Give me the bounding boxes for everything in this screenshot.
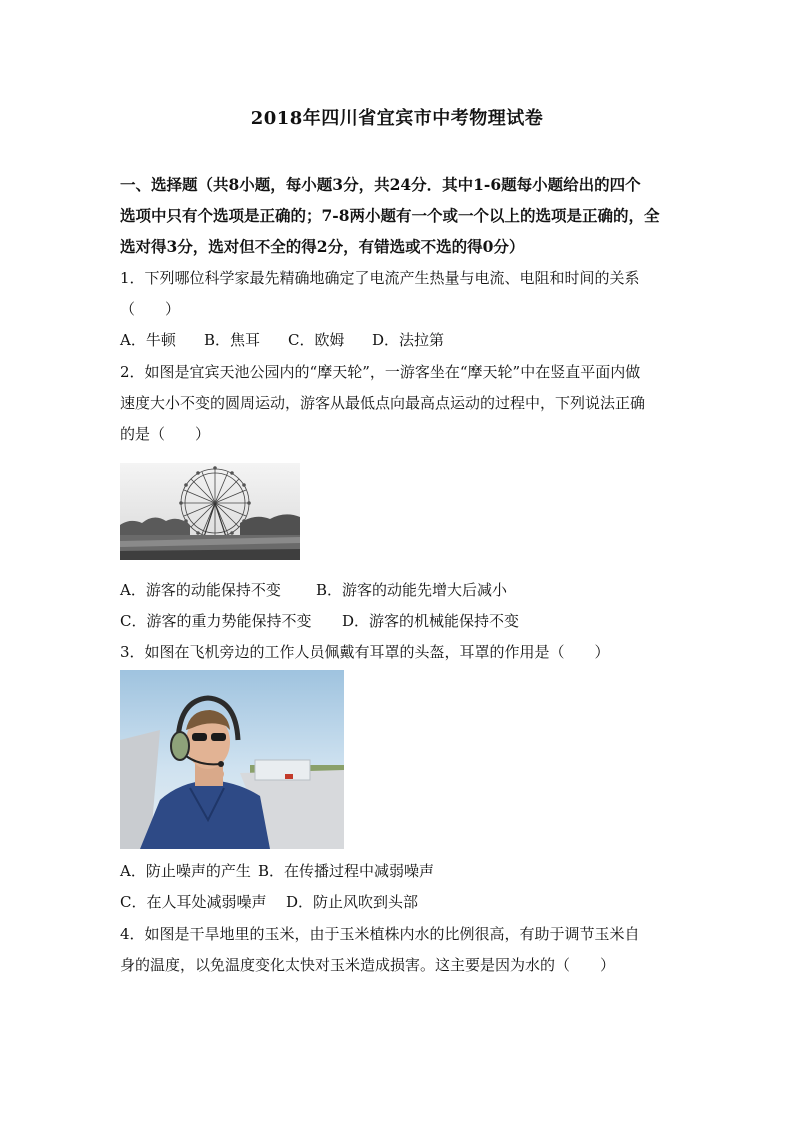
q1-option-a: A．牛顿 <box>120 331 176 349</box>
ferris-wheel-photo <box>120 463 300 560</box>
pilot-headset-photo <box>120 670 344 849</box>
q3-options-row-1 <box>120 861 680 881</box>
q2-option-a: A．游客的动能保持不变 <box>120 581 281 599</box>
q2-option-d: D．游客的机械能保持不变 <box>342 612 520 630</box>
q2-stem-line-2: 速度大小不变的圆周运动，游客从最低点向最高点运动的过程中，下列说法正确 <box>120 394 646 412</box>
q2-option-b: B．游客的动能先增大后减小 <box>316 581 508 599</box>
q4-stem-line-1: 4．如图是干旱地里的玉米，由于玉米植株内水的比例很高，有助于调节玉米自 <box>120 925 640 943</box>
q2-option-c: C．游客的重力势能保持不变 <box>120 612 312 630</box>
q2-options-row-2 <box>120 611 680 631</box>
q3-option-c: C．在人耳处减弱噪声 <box>120 893 267 911</box>
q2-stem-line-3: 的是（ ） <box>120 425 211 443</box>
q3-option-b: B．在传播过程中减弱噪声 <box>258 862 435 880</box>
section-heading-line-2: 选项中只有个选项是正确的；7-8两小题有一个或一个以上的选项是正确的，全 <box>120 206 660 225</box>
q1-option-d: D．法拉第 <box>372 331 445 349</box>
q1-answer-paren: （ ） <box>120 300 181 318</box>
q2-stem-line-1: 2．如图是宜宾天池公园内的“摩天轮”，一游客坐在“摩天轮”中在竖直平面内做 <box>120 363 641 381</box>
q3-option-a: A．防止噪声的产生 <box>120 862 251 880</box>
q1-stem: 1．下列哪位科学家最先精确地确定了电流产生热量与电流、电阻和时间的关系 <box>120 269 640 287</box>
q3-options-row-2 <box>120 892 680 912</box>
q1-option-b: B．焦耳 <box>204 331 261 349</box>
section-heading-line-1: 一、选择题（共8小题，每小题3分，共24分．其中1-6题每小题给出的四个 <box>120 175 641 194</box>
q3-option-d: D．防止风吹到头部 <box>286 893 419 911</box>
q4-stem-line-2: 身的温度，以免温度变化太快对玉米造成损害。这主要是因为水的（ ） <box>120 956 616 974</box>
q3-stem: 3．如图在飞机旁边的工作人员佩戴有耳罩的头盔，耳罩的作用是（ ） <box>120 643 610 661</box>
q2-options-row-1 <box>120 580 680 600</box>
section-heading-line-3: 选对得3分，选对但不全的得2分，有错选或不选的得0分） <box>120 237 525 256</box>
q1-option-c: C．欧姆 <box>288 331 345 349</box>
exam-title: 2018年四川省宜宾市中考物理试卷 <box>250 108 544 129</box>
q1-options <box>120 330 680 350</box>
